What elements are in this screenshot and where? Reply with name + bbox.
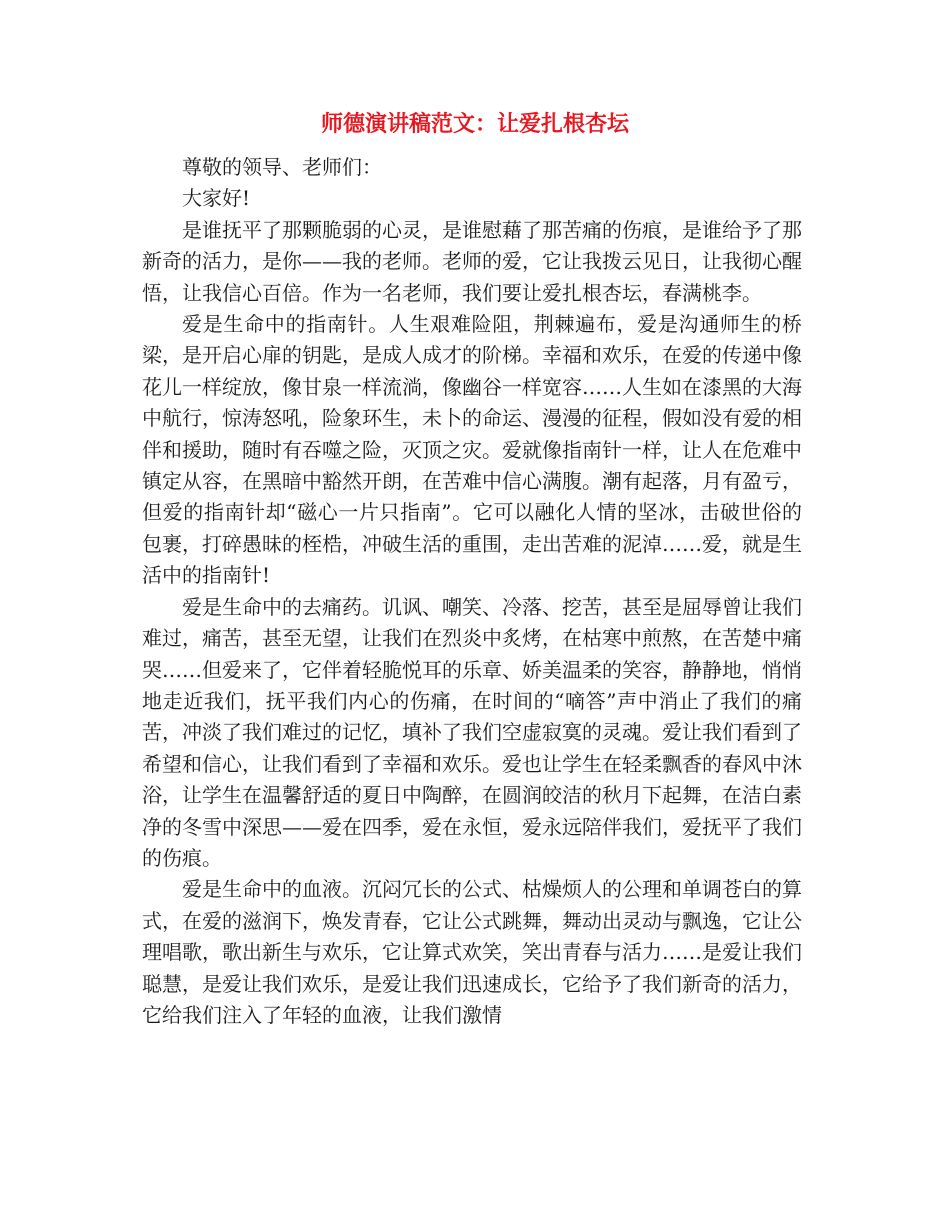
salutation: 尊敬的领导、老师们： — [182, 155, 382, 179]
paragraph-compass: 爱是生命中的指南针。人生艰难险阻，荆棘遍布，爱是沟通师生的桥梁，是开启心扉的钥匙，是成人成才的阶梯。幸福和欢乐，在爱的传递中像花儿一样绽放，像甘泉一样流淌，像幽谷一样宽容……人生如在漆黑的大海中航行，惊涛怒吼，险象环生，未卜的命运、漫漫的征程，假如没有爱的相伴和援助，随时有吞噬之险，灭顶之灾。爱就像指南针一样，让人在危难中镇定从容，在黑暗中豁然开朗，在苦难中信心满腹。潮有起落，月有盈亏，但爱的指南针却“磁心一片只指南”。它可以融化人情的坚冰，击破世俗的包裹，打碎愚昧的桎梏，冲破生活的重围，走出苦难的泥淖……爱，就是生活中的指南针! — [142, 312, 802, 588]
greeting: 大家好! — [182, 186, 251, 211]
document-body — [142, 152, 802, 1031]
paragraph-painkiller: 爱是生命中的去痛药。讥讽、嘲笑、冷落、挖苦，甚至是屈辱曾让我们难过，痛苦，甚至无望，让我们在烈炎中炙烤，在枯寒中煎熬，在苦楚中痛哭……但爱来了，它伴着轻脆悦耳的乐章、娇美温柔的笑容，静静地，悄悄地走近我们，抚平我们内心的伤痛，在时间的“嘀答”声中消止了我们的痛苦，冲淡了我们难过的记忆，填补了我们空虚寂寞的灵魂。爱让我们看到了希望和信心，让我们看到了幸福和欢乐。爱也让学生在轻柔飘香的春风中沐浴，让学生在温馨舒适的夏日中陶醉，在圆润皎洁的秋月下起舞，在洁白素净的冬雪中深思——爱在四季，爱在永恒，爱永远陪伴我们，爱抚平了我们的伤痕。 — [142, 594, 802, 870]
paragraph-blood: 爱是生命中的血液。沉闷冗长的公式、枯燥烦人的公理和单调苍白的算式，在爱的滋润下，焕发青春，它让公式跳舞，舞动出灵动与飘逸，它让公理唱歌，歌出新生与欢乐，它让算式欢笑，笑出青春与活力……是爱让我们聪慧，是爱让我们欢乐，是爱让我们迅速成长，它给予了我们新奇的活力，它给我们注入了年轻的血液，让我们激情 — [142, 877, 802, 1027]
document-title: 师德演讲稿范文：让爱扎根杏坛 — [320, 111, 629, 137]
paragraph-intro: 是谁抚平了那颗脆弱的心灵，是谁慰藉了那苦痛的伤痕，是谁给予了那新奇的活力，是你——我的老师。老师的爱，它让我拨云见日，让我彻心醒悟，让我信心百倍。作为一名老师，我们要让爱扎根杏坛，春满桃李。 — [142, 217, 802, 305]
